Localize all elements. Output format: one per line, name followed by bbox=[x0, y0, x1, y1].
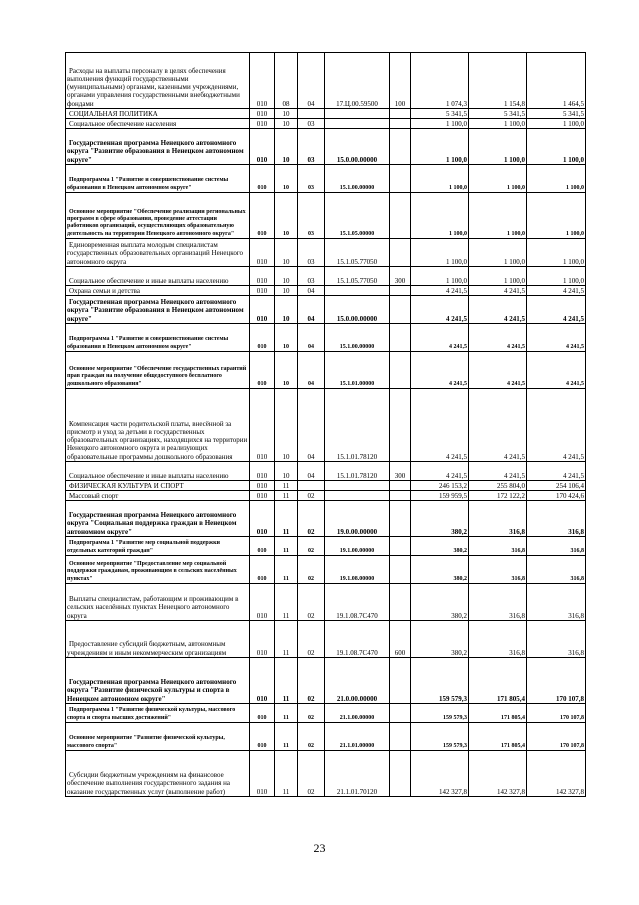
row-section-code: 11 bbox=[275, 723, 298, 751]
row-section-code: 10 bbox=[275, 296, 298, 324]
row-value-year2: 4 241,5 bbox=[469, 324, 527, 352]
row-ministry-code: 010 bbox=[250, 129, 275, 165]
row-value-year2: 171 805,4 bbox=[469, 723, 527, 751]
row-value-year2: 316,8 bbox=[469, 556, 527, 584]
row-name: СОЦИАЛЬНАЯ ПОЛИТИКА bbox=[66, 109, 250, 119]
table-row bbox=[66, 537, 586, 556]
row-name: Государственная программа Ненецкого автономного округа "Развитие физической культуры и спорта в Ненецком автономном округе" bbox=[66, 658, 250, 704]
row-subsection-code: 02 bbox=[298, 491, 325, 501]
row-name: ФИЗИЧЕСКАЯ КУЛЬТУРА И СПОРТ bbox=[66, 481, 250, 491]
row-section-code: 11 bbox=[275, 491, 298, 501]
row-section-code: 11 bbox=[275, 537, 298, 556]
row-target-code: 15.1.01.78120 bbox=[325, 462, 390, 481]
row-value-year1: 4 241,5 bbox=[411, 352, 469, 389]
row-value-year3: 5 341,5 bbox=[527, 109, 586, 119]
page-number: 23 bbox=[313, 841, 326, 855]
row-ministry-code: 010 bbox=[250, 556, 275, 584]
row-value-year1: 380,2 bbox=[411, 621, 469, 658]
row-value-year3: 316,8 bbox=[527, 584, 586, 621]
row-subsection-code: 02 bbox=[298, 501, 325, 537]
row-ministry-code: 010 bbox=[250, 296, 275, 324]
row-ministry-code: 010 bbox=[250, 584, 275, 621]
budget-table-container bbox=[65, 52, 585, 797]
row-ministry-code: 010 bbox=[250, 324, 275, 352]
row-ministry-code: 010 bbox=[250, 165, 275, 193]
row-subsection-code: 02 bbox=[298, 621, 325, 658]
table-row bbox=[66, 286, 586, 296]
row-target-code: 19.1.08.00000 bbox=[325, 556, 390, 584]
row-target-code: 21.0.00.00000 bbox=[325, 658, 390, 704]
row-value-year1: 380,2 bbox=[411, 537, 469, 556]
row-ministry-code: 010 bbox=[250, 751, 275, 797]
row-subsection-code: 02 bbox=[298, 537, 325, 556]
row-value-year3: 316,8 bbox=[527, 556, 586, 584]
row-name: Выплаты специалистам, работающим и проживающим в сельских населённых пунктах Ненецкого автономного округа bbox=[66, 584, 250, 621]
row-section-code: 10 bbox=[275, 286, 298, 296]
row-subsection-code: 02 bbox=[298, 704, 325, 723]
row-value-year1: 4 241,5 bbox=[411, 286, 469, 296]
row-section-code: 11 bbox=[275, 751, 298, 797]
row-ministry-code: 010 bbox=[250, 239, 275, 267]
row-expense-type bbox=[390, 704, 411, 723]
budget-table bbox=[65, 52, 586, 797]
row-section-code: 10 bbox=[275, 193, 298, 239]
row-name: Социальное обеспечение и иные выплаты населению bbox=[66, 462, 250, 481]
row-value-year3: 1 464,5 bbox=[527, 53, 586, 109]
row-value-year2: 4 241,5 bbox=[469, 462, 527, 481]
row-target-code: 15.1.05.77050 bbox=[325, 239, 390, 267]
table-row bbox=[66, 621, 586, 658]
row-expense-type: 300 bbox=[390, 462, 411, 481]
row-value-year2: 1 154,8 bbox=[469, 53, 527, 109]
row-section-code: 11 bbox=[275, 704, 298, 723]
table-row bbox=[66, 462, 586, 481]
row-name: Государственная программа Ненецкого автономного округа "Развитие образования в Ненецком автономном округе" bbox=[66, 296, 250, 324]
row-ministry-code: 010 bbox=[250, 109, 275, 119]
row-name: Подпрограмма 1 "Развитие и совершенствование системы образования в Ненецком автономном округе" bbox=[66, 324, 250, 352]
row-section-code: 11 bbox=[275, 621, 298, 658]
table-row bbox=[66, 491, 586, 501]
row-value-year1: 5 341,5 bbox=[411, 109, 469, 119]
row-value-year3: 4 241,5 bbox=[527, 286, 586, 296]
row-value-year2: 171 805,4 bbox=[469, 704, 527, 723]
row-ministry-code: 010 bbox=[250, 481, 275, 491]
row-target-code: 15.1.00.00000 bbox=[325, 324, 390, 352]
row-expense-type bbox=[390, 324, 411, 352]
table-row bbox=[66, 324, 586, 352]
row-value-year1: 1 074,3 bbox=[411, 53, 469, 109]
row-value-year3: 142 327,8 bbox=[527, 751, 586, 797]
row-name: Государственная программа Ненецкого автономного округа "Развитие образования в Ненецком автономном округе" bbox=[66, 129, 250, 165]
table-row bbox=[66, 119, 586, 129]
row-name: Основное мероприятие "Обеспечение реализации региональных программ в сфере образования, проведение аттестации работников организаций, осуществляющих образовательную деятельность на территории Ненецкого автономного округа" bbox=[66, 193, 250, 239]
row-ministry-code: 010 bbox=[250, 501, 275, 537]
table-row bbox=[66, 267, 586, 286]
row-subsection-code: 04 bbox=[298, 296, 325, 324]
row-target-code: 15.1.00.00000 bbox=[325, 165, 390, 193]
row-value-year3: 1 100,0 bbox=[527, 239, 586, 267]
row-value-year2: 255 804,0 bbox=[469, 481, 527, 491]
table-row bbox=[66, 723, 586, 751]
row-value-year1: 4 241,5 bbox=[411, 324, 469, 352]
row-expense-type bbox=[390, 658, 411, 704]
row-name: Охрана семьи и детства bbox=[66, 286, 250, 296]
row-value-year2: 171 805,4 bbox=[469, 658, 527, 704]
row-target-code: 19.1.08.7С470 bbox=[325, 584, 390, 621]
row-target-code bbox=[325, 491, 390, 501]
table-row bbox=[66, 352, 586, 389]
row-target-code: 15.0.00.00000 bbox=[325, 129, 390, 165]
row-ministry-code: 010 bbox=[250, 723, 275, 751]
row-expense-type: 300 bbox=[390, 267, 411, 286]
row-name: Компенсация части родительской платы, внесённой за присмотр и уход за детьми в государственных образовательных организациях, находящихся на территории Ненецкого автономного округа и реализующих образовательные программы дошкольного образования bbox=[66, 389, 250, 462]
row-expense-type bbox=[390, 109, 411, 119]
row-subsection-code: 04 bbox=[298, 324, 325, 352]
row-subsection-code: 02 bbox=[298, 751, 325, 797]
table-row bbox=[66, 704, 586, 723]
row-ministry-code: 010 bbox=[250, 267, 275, 286]
row-expense-type bbox=[390, 584, 411, 621]
row-expense-type bbox=[390, 491, 411, 501]
table-row bbox=[66, 165, 586, 193]
row-name: Социальное обеспечение и иные выплаты населению bbox=[66, 267, 250, 286]
row-value-year3: 4 241,5 bbox=[527, 324, 586, 352]
table-row bbox=[66, 556, 586, 584]
row-ministry-code: 010 bbox=[250, 621, 275, 658]
row-expense-type bbox=[390, 723, 411, 751]
row-expense-type bbox=[390, 193, 411, 239]
table-row bbox=[66, 501, 586, 537]
row-value-year1: 380,2 bbox=[411, 556, 469, 584]
row-value-year1: 159 579,3 bbox=[411, 658, 469, 704]
row-subsection-code: 03 bbox=[298, 165, 325, 193]
row-value-year1: 4 241,5 bbox=[411, 296, 469, 324]
row-section-code: 11 bbox=[275, 481, 298, 491]
row-value-year1: 159 579,3 bbox=[411, 723, 469, 751]
row-expense-type bbox=[390, 239, 411, 267]
budget-table-body bbox=[66, 53, 586, 797]
row-value-year3: 170 107,8 bbox=[527, 704, 586, 723]
row-target-code: 17.Ц.00.59500 bbox=[325, 53, 390, 109]
row-value-year2: 4 241,5 bbox=[469, 286, 527, 296]
row-value-year1: 4 241,5 bbox=[411, 462, 469, 481]
row-ministry-code: 010 bbox=[250, 658, 275, 704]
row-expense-type bbox=[390, 129, 411, 165]
row-expense-type: 600 bbox=[390, 621, 411, 658]
row-value-year1: 380,2 bbox=[411, 584, 469, 621]
row-value-year3: 4 241,5 bbox=[527, 352, 586, 389]
row-expense-type bbox=[390, 501, 411, 537]
row-ministry-code: 010 bbox=[250, 389, 275, 462]
row-name: Основное мероприятие "Предоставление мер социальной поддержки гражданам, проживающим в сельских населённых пунктах" bbox=[66, 556, 250, 584]
table-row bbox=[66, 584, 586, 621]
row-expense-type bbox=[390, 352, 411, 389]
row-expense-type bbox=[390, 296, 411, 324]
row-name: Предоставление субсидий бюджетным, автономным учреждениям и иным некоммерческим организациям bbox=[66, 621, 250, 658]
row-expense-type bbox=[390, 751, 411, 797]
row-target-code bbox=[325, 109, 390, 119]
row-expense-type bbox=[390, 119, 411, 129]
row-section-code: 11 bbox=[275, 501, 298, 537]
row-value-year2: 4 241,5 bbox=[469, 296, 527, 324]
row-value-year1: 1 100,0 bbox=[411, 165, 469, 193]
table-row bbox=[66, 658, 586, 704]
row-expense-type bbox=[390, 165, 411, 193]
row-name: Подпрограмма 1 "Развитие физической культуры, массового спорта и спорта высших достижений" bbox=[66, 704, 250, 723]
row-value-year2: 316,8 bbox=[469, 621, 527, 658]
row-value-year3: 1 100,0 bbox=[527, 193, 586, 239]
row-value-year1: 159 959,5 bbox=[411, 491, 469, 501]
table-row bbox=[66, 193, 586, 239]
table-row bbox=[66, 481, 586, 491]
row-name: Массовый спорт bbox=[66, 491, 250, 501]
row-target-code: 15.1.05.77050 bbox=[325, 267, 390, 286]
row-value-year1: 142 327,8 bbox=[411, 751, 469, 797]
row-value-year3: 254 106,4 bbox=[527, 481, 586, 491]
row-subsection-code: 03 bbox=[298, 239, 325, 267]
row-subsection-code: 03 bbox=[298, 267, 325, 286]
row-subsection-code: 04 bbox=[298, 286, 325, 296]
row-value-year2: 5 341,5 bbox=[469, 109, 527, 119]
row-value-year3: 4 241,5 bbox=[527, 296, 586, 324]
row-value-year3: 1 100,0 bbox=[527, 129, 586, 165]
row-expense-type bbox=[390, 481, 411, 491]
row-section-code: 10 bbox=[275, 129, 298, 165]
row-value-year3: 1 100,0 bbox=[527, 119, 586, 129]
row-ministry-code: 010 bbox=[250, 119, 275, 129]
row-name: Социальное обеспечение населения bbox=[66, 119, 250, 129]
row-subsection-code: 02 bbox=[298, 556, 325, 584]
table-row bbox=[66, 239, 586, 267]
row-ministry-code: 010 bbox=[250, 704, 275, 723]
row-value-year2: 316,8 bbox=[469, 501, 527, 537]
row-target-code: 21.1.01.00000 bbox=[325, 723, 390, 751]
row-target-code: 21.1.00.00000 bbox=[325, 704, 390, 723]
table-row bbox=[66, 389, 586, 462]
row-value-year1: 1 100,0 bbox=[411, 193, 469, 239]
row-subsection-code: 04 bbox=[298, 462, 325, 481]
row-value-year3: 170 107,8 bbox=[527, 723, 586, 751]
row-target-code: 21.1.01.70120 bbox=[325, 751, 390, 797]
row-value-year2: 1 100,0 bbox=[469, 119, 527, 129]
row-value-year3: 316,8 bbox=[527, 537, 586, 556]
row-section-code: 10 bbox=[275, 109, 298, 119]
row-value-year1: 1 100,0 bbox=[411, 129, 469, 165]
row-value-year1: 1 100,0 bbox=[411, 239, 469, 267]
row-value-year3: 316,8 bbox=[527, 621, 586, 658]
row-section-code: 10 bbox=[275, 165, 298, 193]
row-value-year2: 1 100,0 bbox=[469, 129, 527, 165]
row-value-year3: 1 100,0 bbox=[527, 165, 586, 193]
row-value-year2: 1 100,0 bbox=[469, 193, 527, 239]
table-row bbox=[66, 751, 586, 797]
row-ministry-code: 010 bbox=[250, 286, 275, 296]
row-subsection-code: 02 bbox=[298, 658, 325, 704]
row-section-code: 10 bbox=[275, 462, 298, 481]
row-name: Основное мероприятие "Развитие физической культуры, массового спорта" bbox=[66, 723, 250, 751]
row-expense-type bbox=[390, 537, 411, 556]
row-value-year3: 170 424,6 bbox=[527, 491, 586, 501]
row-section-code: 10 bbox=[275, 267, 298, 286]
row-section-code: 11 bbox=[275, 556, 298, 584]
row-name: Единовременная выплата молодым специалистам государственных образовательных организаций Ненецкого автономного округа bbox=[66, 239, 250, 267]
row-target-code: 15.1.01.00000 bbox=[325, 352, 390, 389]
row-value-year2: 4 241,5 bbox=[469, 389, 527, 462]
row-value-year2: 4 241,5 bbox=[469, 352, 527, 389]
row-value-year1: 246 153,2 bbox=[411, 481, 469, 491]
row-ministry-code: 010 bbox=[250, 537, 275, 556]
row-ministry-code: 010 bbox=[250, 352, 275, 389]
row-value-year1: 1 100,0 bbox=[411, 267, 469, 286]
row-value-year2: 316,8 bbox=[469, 584, 527, 621]
row-ministry-code: 010 bbox=[250, 491, 275, 501]
row-name: Основное мероприятие "Обеспечение государственных гарантий прав граждан на получение общедоступного бесплатного дошкольного образования" bbox=[66, 352, 250, 389]
row-target-code bbox=[325, 119, 390, 129]
row-section-code: 10 bbox=[275, 119, 298, 129]
row-subsection-code: 03 bbox=[298, 119, 325, 129]
table-row bbox=[66, 296, 586, 324]
row-subsection-code: 04 bbox=[298, 389, 325, 462]
row-value-year2: 1 100,0 bbox=[469, 239, 527, 267]
row-name: Государственная программа Ненецкого автономного округа "Социальная поддержка граждан в Ненецком автономном округе" bbox=[66, 501, 250, 537]
row-name: Подпрограмма 1 "Развитие и совершенствование системы образования в Ненецком автономном округе" bbox=[66, 165, 250, 193]
row-section-code: 10 bbox=[275, 389, 298, 462]
row-subsection-code bbox=[298, 109, 325, 119]
row-section-code: 11 bbox=[275, 584, 298, 621]
row-value-year2: 172 122,2 bbox=[469, 491, 527, 501]
row-value-year1: 4 241,5 bbox=[411, 389, 469, 462]
row-subsection-code: 04 bbox=[298, 53, 325, 109]
row-name: Подпрограмма 1 "Развитие мер социальной поддержки отдельных категорий граждан" bbox=[66, 537, 250, 556]
row-ministry-code: 010 bbox=[250, 193, 275, 239]
row-target-code bbox=[325, 481, 390, 491]
row-expense-type: 100 bbox=[390, 53, 411, 109]
row-target-code: 19.1.00.00000 bbox=[325, 537, 390, 556]
row-value-year2: 142 327,8 bbox=[469, 751, 527, 797]
row-value-year1: 1 100,0 bbox=[411, 119, 469, 129]
row-expense-type bbox=[390, 556, 411, 584]
row-value-year3: 170 107,8 bbox=[527, 658, 586, 704]
row-subsection-code: 03 bbox=[298, 129, 325, 165]
row-section-code: 10 bbox=[275, 324, 298, 352]
row-value-year2: 1 100,0 bbox=[469, 165, 527, 193]
row-value-year3: 4 241,5 bbox=[527, 389, 586, 462]
row-target-code: 15.1.01.78120 bbox=[325, 389, 390, 462]
row-target-code: 15.0.00.00000 bbox=[325, 296, 390, 324]
row-subsection-code: 02 bbox=[298, 723, 325, 751]
table-row bbox=[66, 129, 586, 165]
row-value-year3: 316,8 bbox=[527, 501, 586, 537]
row-subsection-code: 03 bbox=[298, 193, 325, 239]
row-value-year2: 316,8 bbox=[469, 537, 527, 556]
row-expense-type bbox=[390, 389, 411, 462]
row-ministry-code: 010 bbox=[250, 462, 275, 481]
row-value-year3: 1 100,0 bbox=[527, 267, 586, 286]
row-value-year1: 380,2 bbox=[411, 501, 469, 537]
row-target-code: 19.0.00.00000 bbox=[325, 501, 390, 537]
row-target-code: 15.1.05.00000 bbox=[325, 193, 390, 239]
table-row bbox=[66, 109, 586, 119]
row-name: Расходы на выплаты персоналу в целях обеспечения выполнения функций государственными (муниципальными) органами, казенными учреждениями, органами управления государственными внебюджетными фондами bbox=[66, 53, 250, 109]
row-target-code: 19.1.08.7С470 bbox=[325, 621, 390, 658]
row-target-code bbox=[325, 286, 390, 296]
row-ministry-code: 010 bbox=[250, 53, 275, 109]
row-value-year3: 4 241,5 bbox=[527, 462, 586, 481]
row-section-code: 10 bbox=[275, 352, 298, 389]
row-name: Субсидии бюджетным учреждениям на финансовое обеспечение выполнения государственного задания на оказание государственных услуг (выполнение работ) bbox=[66, 751, 250, 797]
row-section-code: 08 bbox=[275, 53, 298, 109]
row-section-code: 11 bbox=[275, 658, 298, 704]
row-value-year2: 1 100,0 bbox=[469, 267, 527, 286]
row-section-code: 10 bbox=[275, 239, 298, 267]
row-subsection-code bbox=[298, 481, 325, 491]
row-expense-type bbox=[390, 286, 411, 296]
row-subsection-code: 04 bbox=[298, 352, 325, 389]
table-row bbox=[66, 53, 586, 109]
row-subsection-code: 02 bbox=[298, 584, 325, 621]
row-value-year1: 159 579,3 bbox=[411, 704, 469, 723]
